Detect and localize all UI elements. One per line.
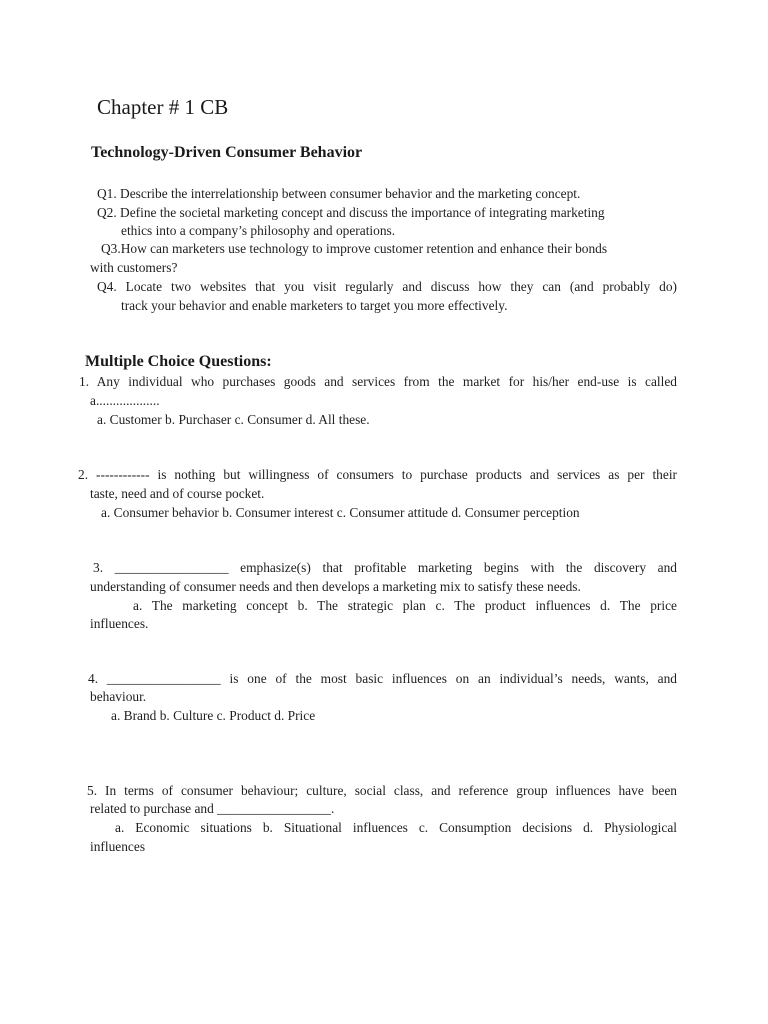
mcq-4-question-line-2: behaviour. — [90, 689, 147, 704]
mcq-5-question-line-2: related to purchase and _________________. — [90, 801, 335, 816]
question-q2-line-1: Q2. Define the societal marketing concept and discuss the importance of integrating marketing — [97, 205, 605, 220]
mcq-heading: Multiple Choice Questions: — [85, 353, 272, 370]
question-q3-line-1: Q3.How can marketers use technology to improve customer retention and enhance their bonds — [101, 241, 608, 256]
mcq-5-options-line-2: influences — [90, 839, 146, 854]
question-q4-line-2: track your behavior and enable marketers to target you more effectively. — [121, 298, 508, 313]
mcq-2-question-line-2: taste, need and of course pocket. — [90, 486, 265, 501]
mcq-1-question-line-1: 1. Any individual who purchases goods and services from the market for his/her end-use is called — [79, 374, 677, 389]
page-title: Chapter # 1 CB — [97, 95, 229, 119]
mcq-3-options-line-1: a. The marketing concept b. The strategic plan c. The product influences d. The price — [133, 598, 677, 613]
section-heading: Technology-Driven Consumer Behavior — [91, 144, 363, 161]
question-q1-line-1: Q1. Describe the interrelationship between consumer behavior and the marketing concept. — [97, 186, 581, 201]
mcq-3-options-line-2: influences. — [90, 616, 149, 631]
mcq-5-options-line-1: a. Economic situations b. Situational influences c. Consumption decisions d. Physiological — [115, 820, 677, 835]
mcq-3-question-line-1: 3. _________________ emphasize(s) that profitable marketing begins with the discovery and — [93, 560, 677, 575]
mcq-4-question-line-1: 4. _________________ is one of the most basic influences on an individual’s needs, wants, and — [88, 671, 677, 686]
mcq-3-question-line-2: understanding of consumer needs and then develops a marketing mix to satisfy these needs. — [90, 579, 581, 594]
question-q4-line-1: Q4. Locate two websites that you visit regularly and discuss how they can (and probably do) — [97, 279, 677, 294]
mcq-2-options: a. Consumer behavior b. Consumer interest c. Consumer attitude d. Consumer perception — [101, 505, 580, 520]
mcq-5-question-line-1: 5. In terms of consumer behaviour; culture, social class, and reference group influences have been — [87, 783, 677, 798]
mcq-1-options: a. Customer b. Purchaser c. Consumer d. All these. — [97, 412, 370, 427]
mcq-2-question-line-1: 2. ------------ is nothing but willingness of consumers to purchase products and services as per their — [78, 467, 677, 482]
mcq-1-question-line-2: a................... — [90, 393, 160, 408]
question-q2-line-2: ethics into a company’s philosophy and operations. — [121, 223, 396, 238]
mcq-4-options: a. Brand b. Culture c. Product d. Price — [111, 708, 316, 723]
question-q3-line-2: with customers? — [90, 260, 178, 275]
